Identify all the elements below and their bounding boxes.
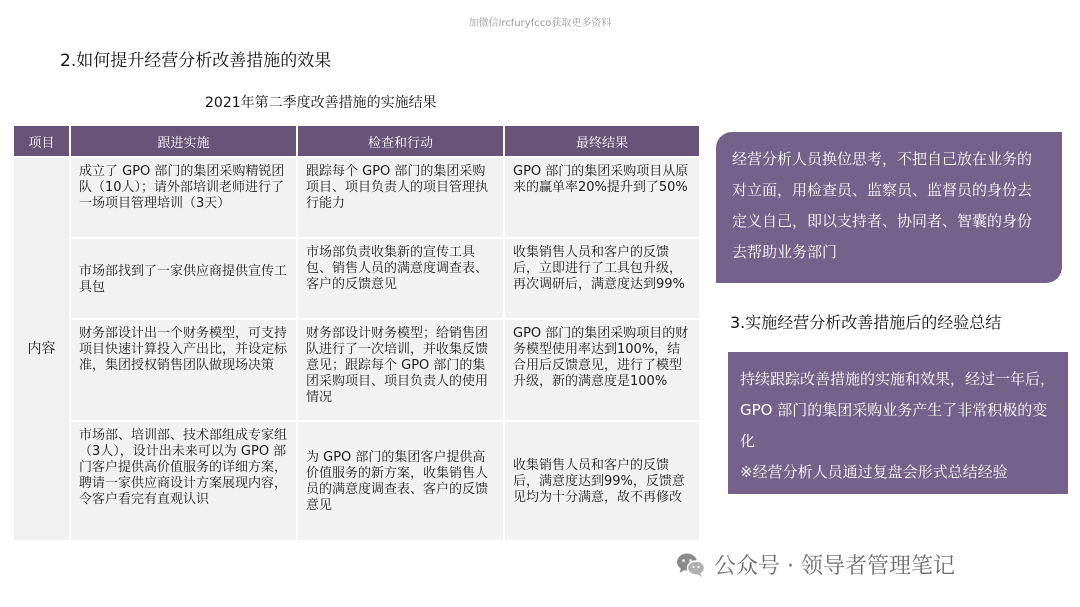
table-cell: 跟踪每个 GPO 部门的集团采购项目、项目负责人的项目管理执行能力	[298, 158, 503, 237]
table-cell: 市场部负责收集新的宣传工具包、销售人员的满意度调查表、客户的反馈意见	[298, 239, 503, 318]
header-check-action: 检查和行动	[298, 126, 503, 156]
brand-watermark	[676, 549, 955, 580]
table-cell: 市场部、培训部、技术部组成专家组（3人），设计出未来可以为 GPO 部门客户提供高价值服务的详细方案，聘请一家供应商设计方案展现内容，令客户看完有直观认识	[71, 422, 296, 540]
summary-text: 持续跟踪改善措施的实施和效果，经过一年后，GPO 部门的集团采购业务产生了非常积极的变化	[740, 370, 1056, 450]
table-cell: 成立了 GPO 部门的集团采购精锐团队（10人）；请外部培训老师进行了一场项目管理培训（3天）	[71, 158, 296, 237]
category-cell: 内容	[14, 158, 69, 540]
brand-text: 公众号 · 领导者管理笔记	[714, 554, 955, 579]
table-cell: 收集销售人员和客户的反馈后，立即进行了工具包升级，再次调研后，满意度达到99%	[505, 239, 699, 318]
table-cell: 财务部设计出一个财务模型，可支持项目快速计算投入产出比，并设定标准，集团授权销售团队做现场决策	[71, 320, 296, 420]
header-follow-up: 跟进实施	[71, 126, 296, 156]
table-cell: 为 GPO 部门的集团客户提供高价值服务的新方案，收集销售人员的满意度调查表、客户的反馈意见	[298, 422, 503, 540]
table-row	[14, 158, 699, 237]
table-cell: GPO 部门的集团采购项目从原来的赢单率20%提升到了50%	[505, 158, 699, 237]
header-final-result: 最终结果	[505, 126, 699, 156]
insight-panel: 经营分析人员换位思考，不把自己放在业务的对立面，用检查员、监察员、监督员的身份去定义自己，即以支持者、协同者、智囊的身份去帮助业务部门	[716, 132, 1062, 283]
table-cell: 市场部找到了一家供应商提供宣传工具包	[71, 239, 296, 318]
wechat-icon	[676, 552, 706, 578]
table-row	[14, 422, 699, 540]
table-cell: 财务部设计财务模型；给销售团队进行了一次培训，并收集反馈意见；跟踪每个 GPO 部门的集团采购项目、项目负责人的使用情况	[298, 320, 503, 420]
summary-panel	[728, 352, 1068, 494]
table-title: 2021年第二季度改善措施的实施结果	[205, 95, 437, 111]
top-watermark: 加微信lrcfuryfcco获取更多资料	[468, 18, 612, 29]
table-header-row	[14, 126, 699, 156]
table-cell: GPO 部门的集团采购项目的财务模型使用率达到100%，结合用后反馈意见，进行了模型升级，新的满意度是100%	[505, 320, 699, 420]
header-project: 项目	[14, 126, 69, 156]
table-cell: 收集销售人员和客户的反馈后，满意度达到99%，反馈意见均为十分满意，故不再修改	[505, 422, 699, 540]
results-table	[12, 124, 701, 542]
table-row	[14, 239, 699, 318]
summary-note: ※经营分析人员通过复盘会形式总结经验	[740, 463, 1008, 481]
table-row	[14, 320, 699, 420]
section2-title: 2.如何提升经营分析改善措施的效果	[60, 51, 332, 71]
section3-title: 3.实施经营分析改善措施后的经验总结	[730, 313, 1002, 332]
